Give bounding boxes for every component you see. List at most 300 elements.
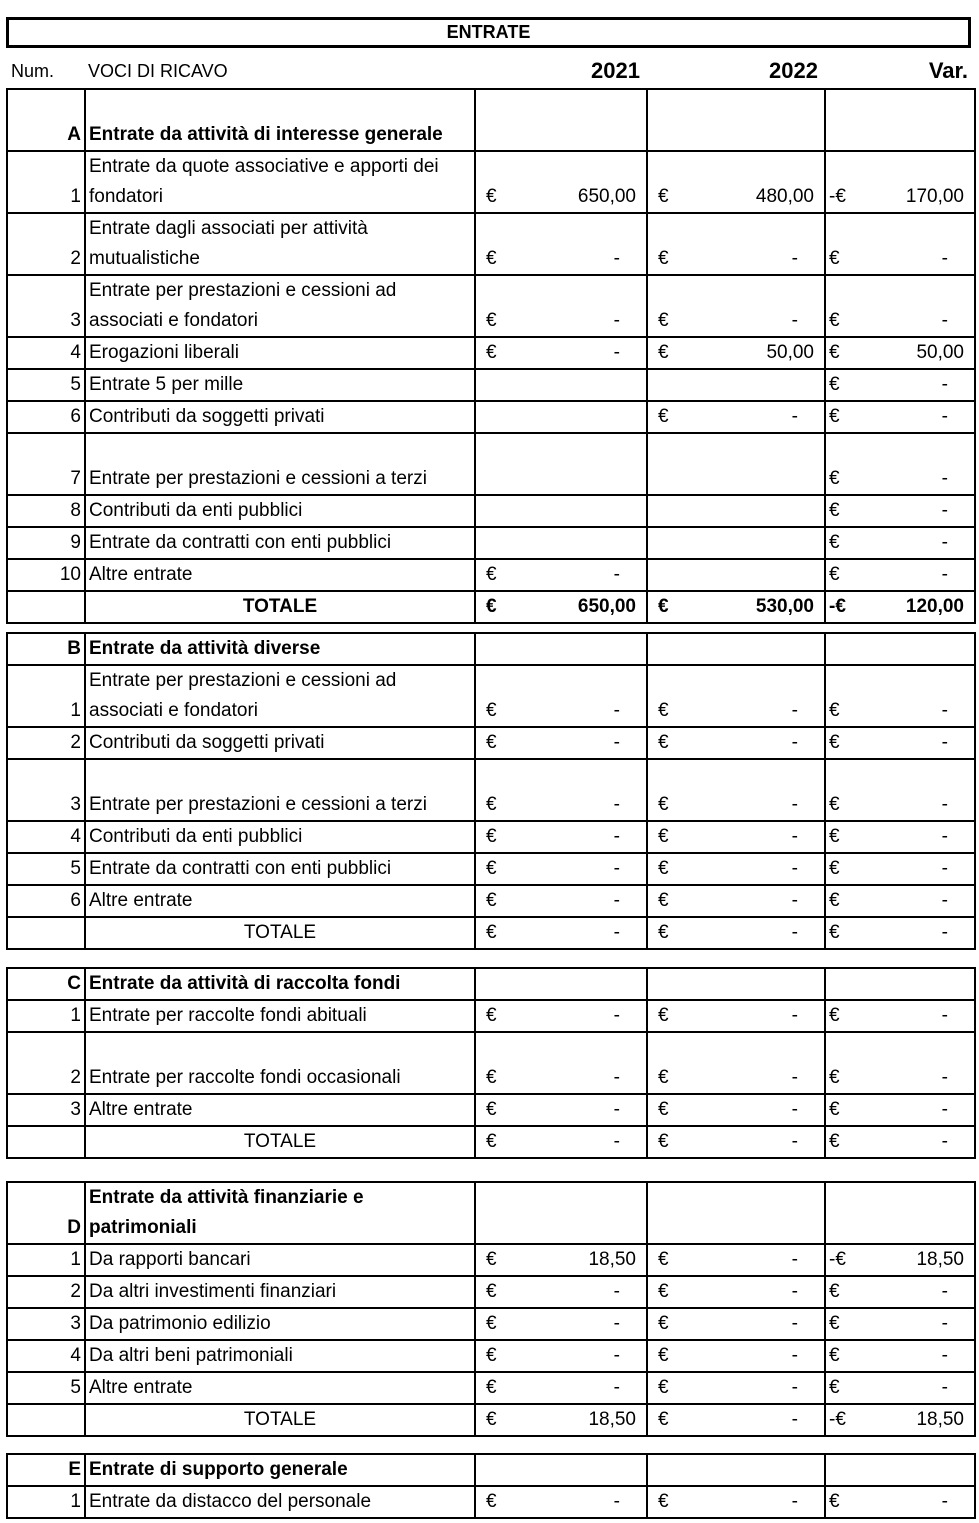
value-var-cell	[825, 151, 975, 213]
value-2022-cell	[647, 1486, 825, 1518]
value-var-cell	[825, 1094, 975, 1126]
value-2021-cell	[475, 495, 647, 527]
value-2022-cell	[647, 1000, 825, 1032]
empty-cell	[475, 1454, 647, 1486]
currency-symbol: €	[829, 700, 840, 721]
table-row	[7, 759, 975, 821]
row-number: 3	[7, 275, 85, 337]
value-var-cell	[825, 369, 975, 401]
total-label: TOTALE	[85, 917, 475, 949]
row-number: 10	[7, 559, 85, 591]
value-var-cell	[825, 1000, 975, 1032]
currency-symbol: €	[486, 1249, 497, 1270]
currency-symbol: €	[658, 890, 669, 911]
currency-symbol: €	[486, 732, 497, 753]
value-2022-amount: -	[791, 794, 798, 815]
total-2022-amount: 530,00	[755, 596, 814, 617]
currency-symbol: €	[829, 1281, 840, 1302]
value-var-amount: -	[941, 1067, 948, 1088]
value-2021-cell	[475, 759, 647, 821]
value-2021-amount: -	[613, 794, 620, 815]
value-2021-cell	[475, 527, 647, 559]
row-description: Contributi da enti pubblici	[85, 495, 475, 527]
currency-symbol: €	[829, 1067, 840, 1088]
section-title: Entrate da attività di interesse generale	[85, 89, 475, 151]
section-title: Entrate da attività di raccolta fondi	[85, 968, 475, 1000]
value-2022-amount: -	[791, 858, 798, 879]
value-var-amount: -	[941, 374, 948, 395]
value-var-cell	[825, 1276, 975, 1308]
currency-symbol: €	[658, 1099, 669, 1120]
currency-symbol: €	[486, 186, 497, 207]
value-2022-cell	[647, 853, 825, 885]
total-2022-amount: -	[791, 1131, 798, 1152]
currency-symbol: €	[658, 794, 669, 815]
value-2021-cell	[475, 1340, 647, 1372]
value-2021-cell	[475, 151, 647, 213]
total-var-amount: 18,50	[916, 1409, 964, 1430]
value-var-amount: 50,00	[916, 342, 964, 363]
row-description: Contributi da soggetti privati	[85, 727, 475, 759]
value-2021-amount: 18,50	[588, 1249, 636, 1270]
value-2022-cell	[647, 401, 825, 433]
value-2021-cell	[475, 559, 647, 591]
table-row	[7, 151, 975, 213]
total-row	[7, 917, 975, 949]
table-row	[7, 401, 975, 433]
row-description: Altre entrate	[85, 559, 475, 591]
currency-symbol: €	[486, 922, 497, 943]
total-var-amount: 120,00	[905, 596, 964, 617]
value-var-cell	[825, 559, 975, 591]
value-var-amount: -	[941, 1099, 948, 1120]
value-var-amount: -	[941, 468, 948, 489]
empty-cell	[647, 89, 825, 151]
table-row	[7, 665, 975, 727]
value-var-cell	[825, 1372, 975, 1404]
value-2022-amount: -	[791, 248, 798, 269]
section-table-e	[6, 1453, 976, 1519]
currency-symbol: €	[486, 1131, 497, 1152]
value-var-cell	[825, 759, 975, 821]
section-title: Entrate da attività diverse	[85, 633, 475, 665]
table-row	[7, 1372, 975, 1404]
total-2021-amount: 18,50	[588, 1409, 636, 1430]
row-number: 2	[7, 1276, 85, 1308]
currency-symbol: €	[486, 890, 497, 911]
currency-symbol: €	[658, 1345, 669, 1366]
value-2021-cell	[475, 401, 647, 433]
row-number: 1	[7, 665, 85, 727]
row-description: Da altri beni patrimoniali	[85, 1340, 475, 1372]
currency-symbol: €	[486, 858, 497, 879]
value-2022-amount: -	[791, 1249, 798, 1270]
value-2021-amount: -	[613, 1377, 620, 1398]
empty-cell	[7, 917, 85, 949]
value-2022-amount: -	[791, 890, 798, 911]
currency-symbol: €	[486, 310, 497, 331]
section-title: Entrate da attività finanziarie e patrimoniali	[85, 1182, 475, 1244]
value-2022-cell	[647, 495, 825, 527]
value-2021-cell	[475, 821, 647, 853]
value-2022-cell	[647, 1340, 825, 1372]
row-description: Entrate da contratti con enti pubblici	[85, 853, 475, 885]
value-2022-cell	[647, 275, 825, 337]
currency-symbol: €	[658, 1131, 669, 1152]
row-number: 2	[7, 1032, 85, 1094]
value-2021-cell	[475, 1308, 647, 1340]
value-var-amount: -	[941, 1377, 948, 1398]
currency-symbol: €	[658, 826, 669, 847]
empty-cell	[825, 633, 975, 665]
empty-cell	[647, 968, 825, 1000]
value-2022-cell	[647, 559, 825, 591]
table-row	[7, 1276, 975, 1308]
row-number: 1	[7, 151, 85, 213]
value-var-amount: 170,00	[905, 186, 964, 207]
row-description: Entrate per raccolte fondi abituali	[85, 1000, 475, 1032]
value-2021-amount: -	[613, 826, 620, 847]
value-var-amount: -	[941, 1491, 948, 1512]
col-header-desc: VOCI DI RICAVO	[88, 61, 228, 81]
value-var-cell	[825, 1486, 975, 1518]
value-2022-cell	[647, 727, 825, 759]
value-var-cell	[825, 727, 975, 759]
currency-symbol: €	[829, 890, 840, 911]
value-2021-amount: -	[613, 732, 620, 753]
currency-symbol: €	[829, 248, 840, 269]
value-2021-amount: -	[613, 1067, 620, 1088]
value-var-cell	[825, 433, 975, 495]
value-var-amount: -	[941, 406, 948, 427]
row-description: Entrate dagli associati per attività mutualistiche	[85, 213, 475, 275]
section-header-row	[7, 1182, 975, 1244]
value-2022-cell	[647, 1308, 825, 1340]
value-var-cell	[825, 213, 975, 275]
currency-symbol: €	[658, 922, 669, 943]
section-header-row	[7, 89, 975, 151]
currency-symbol: €	[658, 700, 669, 721]
currency-symbol: €	[829, 922, 840, 943]
section-title: Entrate di supporto generale	[85, 1454, 475, 1486]
total-2021-amount: -	[613, 922, 620, 943]
value-2022-cell	[647, 759, 825, 821]
row-description: Contributi da enti pubblici	[85, 821, 475, 853]
currency-symbol: €	[486, 826, 497, 847]
value-var-amount: -	[941, 858, 948, 879]
row-description: Entrate da quote associative e apporti dei fondatori	[85, 151, 475, 213]
row-description: Contributi da soggetti privati	[85, 401, 475, 433]
value-2021-amount: -	[613, 1281, 620, 1302]
currency-symbol: €	[658, 406, 669, 427]
value-2022-amount: -	[791, 1281, 798, 1302]
empty-cell	[825, 89, 975, 151]
value-2021-amount: -	[613, 342, 620, 363]
value-2021-cell	[475, 433, 647, 495]
table-row	[7, 1032, 975, 1094]
row-number: 4	[7, 1340, 85, 1372]
row-description: Entrate 5 per mille	[85, 369, 475, 401]
value-var-amount: -	[941, 248, 948, 269]
value-2021-amount: -	[613, 564, 620, 585]
section-letter: D	[7, 1182, 85, 1244]
total-row	[7, 1404, 975, 1436]
currency-symbol: €	[829, 468, 840, 489]
value-2021-cell	[475, 665, 647, 727]
currency-symbol: €	[829, 406, 840, 427]
empty-cell	[475, 89, 647, 151]
currency-symbol: -€	[829, 596, 846, 617]
value-2022-cell	[647, 1244, 825, 1276]
value-2022-cell	[647, 665, 825, 727]
row-number: 5	[7, 853, 85, 885]
value-2021-amount: -	[613, 248, 620, 269]
currency-symbol: €	[658, 596, 669, 617]
value-2022-amount: -	[791, 1345, 798, 1366]
value-2021-amount: -	[613, 1491, 620, 1512]
row-number: 3	[7, 1308, 85, 1340]
table-row	[7, 1000, 975, 1032]
row-number: 9	[7, 527, 85, 559]
value-var-cell	[825, 821, 975, 853]
currency-symbol: €	[658, 1491, 669, 1512]
value-2021-cell	[475, 1372, 647, 1404]
table-row	[7, 1094, 975, 1126]
row-description: Erogazioni liberali	[85, 337, 475, 369]
value-2021-amount: -	[613, 310, 620, 331]
currency-symbol: €	[658, 186, 669, 207]
empty-cell	[647, 1182, 825, 1244]
value-2021-cell	[475, 337, 647, 369]
total-row	[7, 591, 975, 623]
value-2021-cell	[475, 1094, 647, 1126]
row-description: Altre entrate	[85, 1372, 475, 1404]
empty-cell	[475, 633, 647, 665]
value-var-amount: -	[941, 1005, 948, 1026]
section-letter: B	[7, 633, 85, 665]
currency-symbol: €	[658, 342, 669, 363]
total-2021-amount: 650,00	[577, 596, 636, 617]
currency-symbol: €	[829, 1313, 840, 1334]
total-var-cell	[825, 1404, 975, 1436]
currency-symbol: €	[486, 1409, 497, 1430]
total-row	[7, 1126, 975, 1158]
currency-symbol: €	[658, 1409, 669, 1430]
currency-symbol: €	[486, 1099, 497, 1120]
table-row	[7, 853, 975, 885]
value-2021-cell	[475, 885, 647, 917]
value-2021-cell	[475, 1000, 647, 1032]
value-2022-cell	[647, 369, 825, 401]
value-2022-cell	[647, 1276, 825, 1308]
currency-symbol: €	[486, 1345, 497, 1366]
value-var-amount: -	[941, 700, 948, 721]
total-2022-cell	[647, 591, 825, 623]
value-var-cell	[825, 527, 975, 559]
row-number: 7	[7, 433, 85, 495]
row-description: Entrate da contratti con enti pubblici	[85, 527, 475, 559]
value-2022-cell	[647, 1032, 825, 1094]
currency-symbol: €	[829, 826, 840, 847]
row-number: 2	[7, 727, 85, 759]
table-row	[7, 1308, 975, 1340]
value-2022-amount: -	[791, 1377, 798, 1398]
value-2022-cell	[647, 1372, 825, 1404]
row-number: 2	[7, 213, 85, 275]
empty-cell	[7, 1126, 85, 1158]
currency-symbol: €	[829, 1005, 840, 1026]
currency-symbol: €	[486, 1005, 497, 1026]
currency-symbol: €	[829, 1377, 840, 1398]
total-2021-cell	[475, 917, 647, 949]
value-2022-amount: -	[791, 732, 798, 753]
currency-symbol: €	[658, 1067, 669, 1088]
row-number: 1	[7, 1244, 85, 1276]
row-description: Entrate per prestazioni e cessioni ad associati e fondatori	[85, 665, 475, 727]
currency-symbol: €	[829, 1131, 840, 1152]
row-number: 8	[7, 495, 85, 527]
value-2022-cell	[647, 1094, 825, 1126]
total-label: TOTALE	[85, 1404, 475, 1436]
table-row	[7, 433, 975, 495]
currency-symbol: €	[486, 794, 497, 815]
section-letter: C	[7, 968, 85, 1000]
empty-cell	[475, 1182, 647, 1244]
value-var-amount: -	[941, 794, 948, 815]
currency-symbol: €	[658, 1313, 669, 1334]
table-row	[7, 1340, 975, 1372]
value-2022-cell	[647, 885, 825, 917]
total-var-cell	[825, 591, 975, 623]
row-number: 6	[7, 885, 85, 917]
currency-symbol: €	[658, 858, 669, 879]
value-2021-cell	[475, 213, 647, 275]
col-header-num: Num.	[11, 61, 55, 81]
value-2021-amount: -	[613, 890, 620, 911]
value-2021-amount: -	[613, 858, 620, 879]
row-description: Entrate da distacco del personale	[85, 1486, 475, 1518]
empty-cell	[825, 1454, 975, 1486]
row-number: 1	[7, 1486, 85, 1518]
value-2021-amount: -	[613, 1313, 620, 1334]
value-2021-cell	[475, 1486, 647, 1518]
row-number: 5	[7, 1372, 85, 1404]
currency-symbol: €	[829, 732, 840, 753]
currency-symbol: €	[829, 342, 840, 363]
currency-symbol: -€	[829, 186, 846, 207]
table-row	[7, 559, 975, 591]
currency-symbol: €	[658, 248, 669, 269]
value-var-amount: -	[941, 500, 948, 521]
value-var-amount: -	[941, 732, 948, 753]
empty-cell	[647, 1454, 825, 1486]
currency-symbol: €	[829, 1491, 840, 1512]
value-var-cell	[825, 853, 975, 885]
value-2022-cell	[647, 337, 825, 369]
value-var-amount: -	[941, 564, 948, 585]
value-2022-amount: 480,00	[755, 186, 814, 207]
currency-symbol: €	[658, 732, 669, 753]
value-2022-amount: -	[791, 310, 798, 331]
currency-symbol: €	[829, 1345, 840, 1366]
currency-symbol: €	[658, 1281, 669, 1302]
value-2021-amount: -	[613, 1345, 620, 1366]
value-var-cell	[825, 337, 975, 369]
currency-symbol: €	[829, 858, 840, 879]
currency-symbol: €	[658, 1249, 669, 1270]
currency-symbol: €	[486, 564, 497, 585]
table-row	[7, 885, 975, 917]
section-table-a	[6, 88, 976, 624]
currency-symbol: €	[486, 1377, 497, 1398]
section-header-row	[7, 1454, 975, 1486]
value-var-cell	[825, 1340, 975, 1372]
currency-symbol: €	[658, 310, 669, 331]
value-2022-amount: -	[791, 406, 798, 427]
table-row	[7, 337, 975, 369]
row-description: Entrate per raccolte fondi occasionali	[85, 1032, 475, 1094]
currency-symbol: €	[486, 700, 497, 721]
row-number: 3	[7, 1094, 85, 1126]
value-var-cell	[825, 1308, 975, 1340]
value-var-amount: -	[941, 532, 948, 553]
table-row	[7, 369, 975, 401]
empty-cell	[475, 968, 647, 1000]
value-var-cell	[825, 1032, 975, 1094]
row-number: 6	[7, 401, 85, 433]
col-header-var: Var.	[928, 58, 968, 83]
row-description: Da rapporti bancari	[85, 1244, 475, 1276]
currency-symbol: €	[829, 564, 840, 585]
total-2022-amount: -	[791, 1409, 798, 1430]
value-var-amount: -	[941, 1313, 948, 1334]
value-var-amount: -	[941, 890, 948, 911]
table-row	[7, 1244, 975, 1276]
row-description: Da altri investimenti finanziari	[85, 1276, 475, 1308]
currency-symbol: €	[829, 500, 840, 521]
row-number: 4	[7, 821, 85, 853]
row-number: 1	[7, 1000, 85, 1032]
value-2021-cell	[475, 1032, 647, 1094]
currency-symbol: €	[829, 794, 840, 815]
empty-cell	[647, 633, 825, 665]
currency-symbol: €	[829, 532, 840, 553]
section-header-row	[7, 968, 975, 1000]
section-header-row	[7, 633, 975, 665]
currency-symbol: -€	[829, 1409, 846, 1430]
table-row	[7, 727, 975, 759]
value-2021-cell	[475, 369, 647, 401]
table-row	[7, 213, 975, 275]
currency-symbol: €	[658, 1005, 669, 1026]
currency-symbol: €	[829, 310, 840, 331]
value-2022-amount: -	[791, 1099, 798, 1120]
page-title: ENTRATE	[6, 17, 971, 48]
row-description: Entrate per prestazioni e cessioni a terzi	[85, 433, 475, 495]
value-2022-cell	[647, 527, 825, 559]
total-2022-cell	[647, 1126, 825, 1158]
empty-cell	[7, 591, 85, 623]
total-2022-cell	[647, 1404, 825, 1436]
value-2021-amount: -	[613, 1099, 620, 1120]
total-var-cell	[825, 917, 975, 949]
currency-symbol: €	[486, 1313, 497, 1334]
value-2021-amount: -	[613, 1005, 620, 1026]
section-table-d	[6, 1181, 976, 1437]
value-2022-amount: -	[791, 700, 798, 721]
value-var-amount: -	[941, 1281, 948, 1302]
row-description: Entrate per prestazioni e cessioni ad associati e fondatori	[85, 275, 475, 337]
